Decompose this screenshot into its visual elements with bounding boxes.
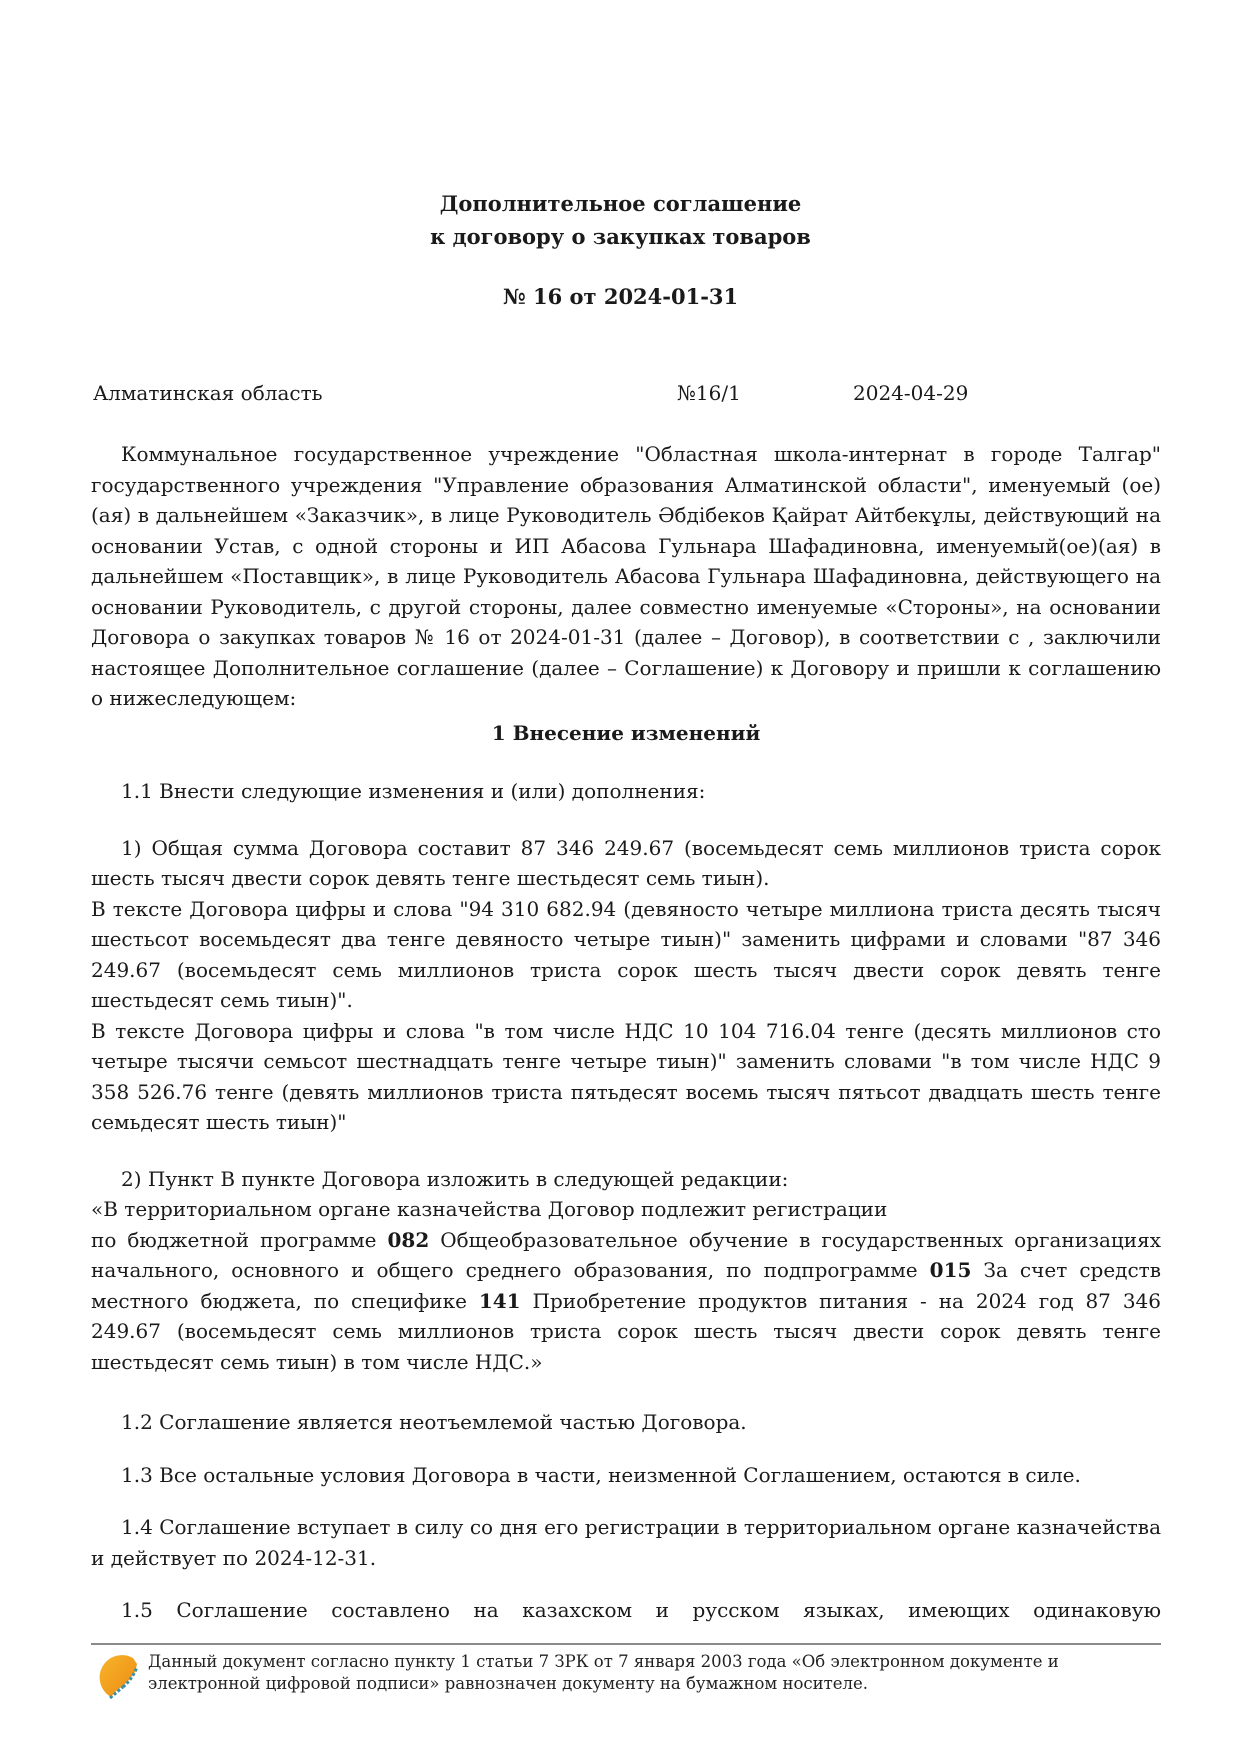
section-1-heading: 1 Внесение изменений (491, 720, 761, 745)
clause-1-4: 1.4 Соглашение вступает в силу со дня его регистрации в территориальном органе казначейства и действует по 2024-12-31. (91, 1515, 1161, 1570)
subprogram-code: 015 (929, 1258, 972, 1282)
item-2-quote-line-1: «В территориальном органе казначейства Договор подлежит регистрации (91, 1197, 888, 1221)
item-2-quote-part-a: по бюджетной программе (91, 1227, 388, 1252)
footer-legal-notice: Данный документ согласно пункту 1 статьи 7 ЗРК от 7 января 2003 года «Об электронном документе и электронной цифровой подписи» равнозначен документу на бумажном носителе. (148, 1652, 1059, 1693)
program-code: 082 (387, 1227, 430, 1252)
clause-1-3: 1.3 Все остальные условия Договора в части, неизменной Соглашением, остаются в силе. (121, 1462, 1081, 1487)
item-2-quote-part-c: За счет средств местного бюджета, по специфике (91, 1258, 1161, 1313)
item-1-replace-total: В тексте Договора цифры и слова "94 310 682.94 (девяносто четыре миллиона триста десять тысяч шестьсот восемьдесят два тенге девяносто четыре тиын)" заменить цифрами и словами "87 346 249.67 (восемьдесят семь миллионов триста сорок шесть тысяч двести сорок девять тенге шестьдесят семь тиын)". (91, 896, 1161, 1012)
clause-1-2: 1.2 Соглашение является неотъемлемой частью Договора. (121, 1410, 747, 1434)
item-1-total: 1) Общая сумма Договора составит 87 346 249.67 (восемьдесят семь миллионов триста сорок шесть тысяч двести сорок девять тенге шестьдесят семь тиын). (91, 835, 1161, 890)
header-date: 2024-04-29 (853, 381, 969, 405)
item-2-line: 2) Пункт В пункте Договора изложить в следующей редакции: (121, 1166, 789, 1191)
egov-logo-icon (93, 1650, 143, 1702)
specific-code: 141 (478, 1288, 521, 1313)
document-body (91, 439, 1161, 1626)
document-title-line-2: к договору о закупках товаров (430, 224, 811, 249)
header-place: Алматинская область (93, 381, 323, 405)
document-title-line-1: Дополнительное соглашение (439, 191, 802, 216)
clause-1-5: 1.5 Соглашение составлено на казахском и русском языках, имеющих одинаковую (121, 1598, 1161, 1622)
item-2-quote-body (91, 1225, 1161, 1378)
header-agreement-number: №16/1 (677, 381, 741, 405)
clause-1-1: 1.1 Внести следующие изменения и (или) дополнения: (121, 779, 706, 803)
preamble-paragraph: Коммунальное государственное учреждение "Областная школа-интернат в городе Талгар" государственного учреждения "Управление образования Алматинской области", именуемый (ое)(ая) в дальнейшем «Заказчик», в лице Руководитель Әбдібеков Қайрат Айтбекұлы, действующий на основании Устав, с одной стороны и ИП Абасова Гульнара Шафадиновна, именуемый(ое)(ая) в дальнейшем «Поставщик», в лице Руководитель Абасова Гульнара Шафадиновна, действующего на основании Руководитель, с другой стороны, далее совместно именуемые «Стороны», на основании Договора о закупках товаров № 16 от 2024-01-31 (далее – Договор), в соответствии с , заключили настоящее Дополнительное соглашение (далее – Соглашение) к Договору и пришли к соглашению о нижеследующем: (91, 442, 1161, 710)
contract-number-title: № 16 от 2024-01-31 (502, 284, 739, 309)
footer-divider (91, 1643, 1161, 1645)
item-2-quote-part-b: Общеобразовательное обучение в государственных организациях начального, основного и общего среднего образования, по подпрограмме (91, 1227, 1161, 1282)
item-1-replace-vat: В тексте Договора цифры и слова "в том числе НДС 10 104 716.04 тенге (десять миллионов сто четыре тысячи семьсот шестнадцать тенге четыре тиын)" заменить словами "в том числе НДС 9 358 526.76 тенге (девять миллионов триста пятьдесят восемь тысяч пятьсот двадцать шесть тенге семьдесят шесть тиын)" (91, 1018, 1161, 1134)
item-2-quote-part-d: Приобретение продуктов питания - на 2024 год 87 346 249.67 (восемьдесят семь миллионов триста сорок шесть тысяч двести сорок девять тенге шестьдесят семь тиын) в том числе НДС.» (91, 1288, 1162, 1374)
